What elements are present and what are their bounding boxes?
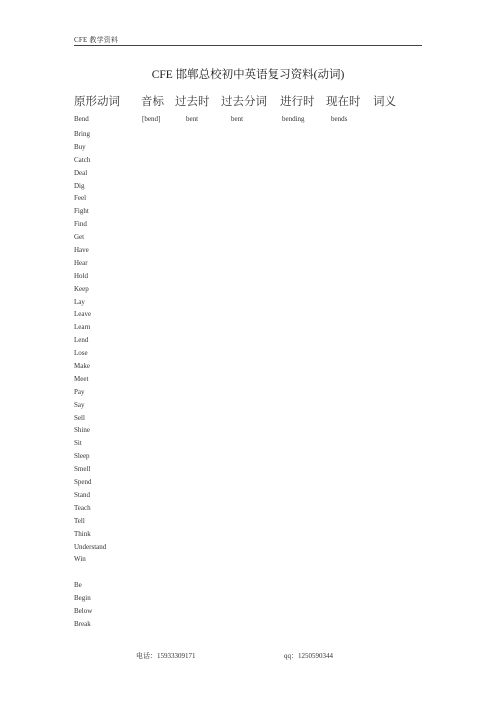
verb-list-item: Think: [74, 529, 91, 538]
verb-list-item: Say: [74, 400, 85, 409]
verb-list-item: Get: [74, 233, 85, 242]
header-divider: [74, 45, 422, 46]
column-header-phonetic: 音标: [141, 96, 164, 108]
verb-list-item: Smell: [74, 465, 91, 474]
verb-list-item: Feel: [74, 194, 87, 203]
cell-past-participle: bent: [231, 115, 244, 123]
verb-list-item: Lend: [74, 336, 89, 345]
verb-list-item: Sleep: [74, 452, 90, 461]
verb-list-item: Win: [74, 555, 86, 564]
verb-list-item: Understand: [74, 542, 107, 551]
verb-list-item: Lay: [74, 297, 85, 306]
verb-list-item: Pay: [74, 387, 85, 396]
verb-list-item: Dig: [74, 181, 85, 190]
verb-list-item: Find: [74, 220, 87, 229]
verb-list-item: Hear: [74, 258, 88, 267]
verb-list-item: Begin: [74, 594, 91, 603]
verb-list-item: Shine: [74, 426, 90, 435]
column-header-past-tense: 过去时: [175, 96, 210, 108]
cell-phonetic: [bend]: [142, 115, 161, 123]
verb-list-item: Make: [74, 362, 90, 371]
verb-list-item: Catch: [74, 155, 91, 164]
verb-list-item: Below: [74, 606, 93, 615]
verb-list-item: Break: [74, 619, 91, 628]
document-title: CFE 邯郸总校初中英语复习资料(动词): [151, 69, 345, 81]
verb-list-item: Lose: [74, 349, 88, 358]
column-header-meaning: 词义: [373, 96, 396, 108]
verb-list-item: Keep: [74, 284, 89, 293]
cell-past-tense: bent: [186, 115, 199, 123]
verb-list-item: Stand: [74, 490, 90, 499]
column-header-base-form: 原形动词: [74, 96, 120, 108]
cell-present: bends: [331, 115, 348, 123]
verb-list-item: Be: [74, 581, 82, 590]
cell-base-form: Bend: [74, 115, 89, 123]
verb-list-item: Leave: [74, 310, 92, 319]
verb-list-item: Meet: [74, 374, 89, 383]
column-header-progressive: 进行时: [280, 96, 315, 108]
verb-list-item: Have: [74, 246, 89, 255]
verb-list-item: Bring: [74, 130, 90, 138]
verb-list-item: Spend: [74, 478, 92, 487]
verb-list-item: Tell: [74, 516, 85, 525]
cell-progressive: bending: [282, 115, 305, 123]
list-spacer: [74, 566, 106, 579]
column-header-present: 现在时: [326, 96, 361, 108]
verb-list-item: Fight: [74, 207, 89, 216]
footer-qq: qq：1250590344: [284, 652, 333, 660]
verb-list: [74, 128, 106, 631]
header-label: CFE 教学资料: [74, 36, 119, 44]
verb-list-item: Learn: [74, 323, 91, 332]
verb-list-item: Buy: [74, 142, 86, 151]
verb-list-item: Deal: [74, 168, 88, 177]
verb-list-item: Teach: [74, 503, 91, 512]
footer-phone: 电话：15933309171: [136, 652, 196, 660]
verb-list-item: Sit: [74, 439, 82, 448]
verb-list-item: Sell: [74, 413, 85, 422]
column-header-past-participle: 过去分词: [221, 96, 267, 108]
verb-list-item: Hold: [74, 271, 88, 280]
